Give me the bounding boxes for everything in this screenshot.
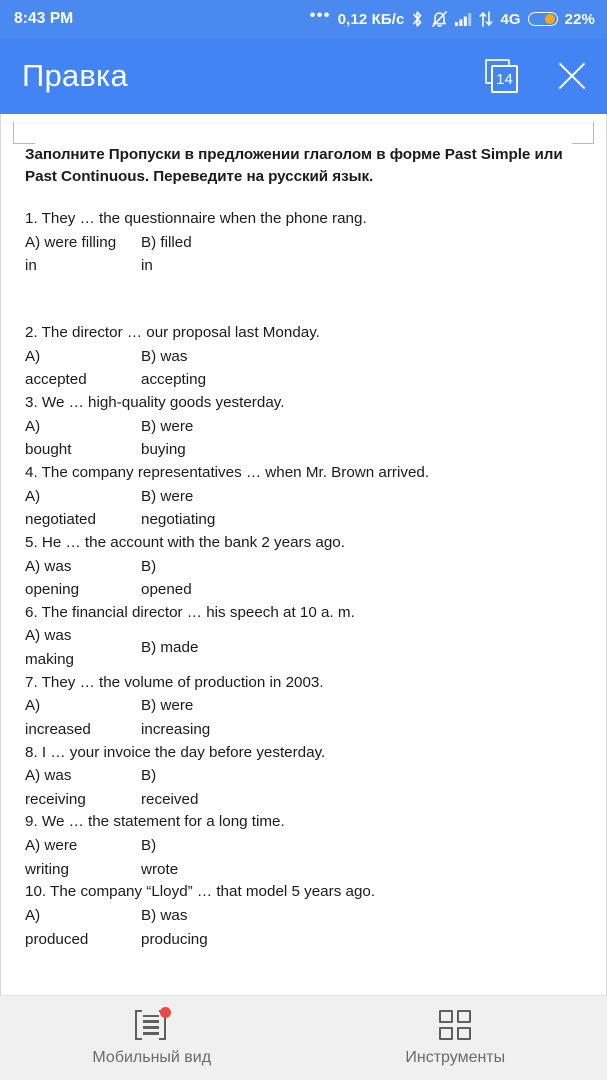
question-item bbox=[25, 672, 584, 742]
option-b-text-cont: increasing bbox=[141, 720, 211, 738]
option-row-continuation bbox=[25, 718, 584, 742]
battery-percent-label: 22% bbox=[564, 10, 595, 28]
question-item bbox=[25, 532, 584, 602]
tab-tools[interactable] bbox=[304, 996, 607, 1080]
question-prompt: 6. The financial director … his speech at 10 a. m. bbox=[25, 603, 355, 621]
option-b-text-cont: negotiating bbox=[141, 511, 216, 529]
option-b-text: B) were bbox=[141, 417, 194, 435]
option-b-text: B) bbox=[141, 767, 157, 785]
option-row bbox=[25, 834, 584, 858]
option-b-text-cont: opened bbox=[141, 581, 192, 599]
tab-mobile-view[interactable] bbox=[0, 996, 304, 1080]
option-a-text-cont: making bbox=[25, 651, 74, 669]
network-type-label: 4G bbox=[500, 10, 521, 28]
status-bar bbox=[0, 0, 607, 38]
option-b-text-cont: accepting bbox=[141, 371, 207, 389]
signal-bars-icon bbox=[455, 12, 472, 26]
option-row bbox=[25, 694, 584, 718]
option-row bbox=[25, 345, 584, 369]
option-row bbox=[25, 231, 584, 255]
question-prompt: 7. They … the volume of production in 2003. bbox=[25, 673, 324, 691]
option-row-continuation bbox=[25, 928, 584, 952]
tab-tools-label: Инструменты bbox=[405, 1048, 506, 1066]
option-a-text: A) was bbox=[25, 557, 72, 575]
option-b-text-cont: buying bbox=[141, 441, 186, 459]
option-a-text-cont: receiving bbox=[25, 790, 86, 808]
battery-icon bbox=[528, 12, 558, 26]
grid-squares-icon bbox=[439, 1010, 471, 1040]
margin-corner-mark-top-right bbox=[572, 122, 594, 144]
bottom-toolbar bbox=[0, 995, 607, 1080]
option-b-text-cont: producing bbox=[141, 930, 208, 948]
option-a-text-cont: bought bbox=[25, 441, 72, 459]
option-a-text-cont: opening bbox=[25, 581, 80, 599]
network-speed-label: 0,12 КБ/с bbox=[337, 10, 405, 28]
question-prompt: 3. We … high-quality goods yesterday. bbox=[25, 393, 285, 411]
option-a-text: A) bbox=[25, 347, 41, 365]
option-b-text: B) was bbox=[141, 907, 188, 925]
option-a-text-cont: writing bbox=[25, 860, 69, 878]
question-prompt: 10. The company “Lloyd” … that model 5 years ago. bbox=[25, 883, 376, 901]
question-prompt: 4. The company representatives … when Mr. Brown arrived. bbox=[25, 463, 430, 481]
option-row bbox=[25, 485, 584, 509]
data-transfer-icon bbox=[479, 11, 493, 27]
option-a-text: A) bbox=[25, 417, 41, 435]
option-row bbox=[25, 764, 584, 788]
option-b-text: B) bbox=[141, 557, 157, 575]
option-a-text-cont: increased bbox=[25, 720, 91, 738]
question-item bbox=[25, 322, 584, 392]
option-a-text: A) were filling bbox=[25, 233, 117, 251]
option-row-continuation bbox=[25, 254, 584, 278]
option-a-text: A) was bbox=[25, 767, 72, 785]
document-scroll-area[interactable] bbox=[0, 114, 607, 995]
document-content[interactable] bbox=[1, 114, 606, 951]
option-row-continuation bbox=[25, 788, 584, 812]
exercise-instruction: Заполните Пропуски в предложении глаголом в форме Past Simple или Past Continuous. Переведите на русский язык. bbox=[25, 146, 563, 186]
question-item bbox=[25, 462, 584, 532]
notification-badge-dot bbox=[160, 1007, 171, 1018]
option-a-text: A) were bbox=[25, 837, 78, 855]
option-row-continuation bbox=[25, 508, 584, 532]
option-row bbox=[25, 624, 584, 671]
option-b-text: B) filled bbox=[141, 233, 192, 251]
tab-count-badge: 14 bbox=[491, 65, 518, 93]
option-row bbox=[25, 904, 584, 928]
battery-fill bbox=[545, 14, 555, 23]
close-icon[interactable] bbox=[555, 59, 589, 93]
app-header-actions bbox=[485, 59, 589, 93]
option-a-text: A) bbox=[25, 487, 41, 505]
option-a-text: A) was bbox=[25, 627, 72, 645]
mobile-icon-left-bracket bbox=[135, 1010, 142, 1040]
option-b-text: B) made bbox=[141, 639, 199, 657]
option-a-text-cont: in bbox=[25, 257, 37, 275]
notification-dots-icon: ••• bbox=[309, 7, 331, 24]
option-row-continuation bbox=[25, 368, 584, 392]
document-lines-icon bbox=[135, 1010, 169, 1040]
option-a-text: A) bbox=[25, 907, 41, 925]
app-header bbox=[0, 38, 607, 114]
page-title: Правка bbox=[22, 58, 128, 93]
option-b-text: B) was bbox=[141, 347, 188, 365]
status-clock: 8:43 PM bbox=[14, 10, 74, 27]
option-row-continuation bbox=[25, 438, 584, 462]
question-item bbox=[25, 602, 584, 672]
question-prompt: 8. I … your invoice the day before yesterday. bbox=[25, 743, 326, 761]
option-a-text-cont: produced bbox=[25, 930, 89, 948]
option-row bbox=[25, 555, 584, 579]
tab-mobile-view-label: Мобильный вид bbox=[92, 1048, 212, 1066]
option-b-text-cont: received bbox=[141, 790, 199, 808]
document-page[interactable] bbox=[0, 114, 607, 995]
question-prompt: 9. We … the statement for a long time. bbox=[25, 813, 285, 831]
option-row bbox=[25, 415, 584, 439]
option-b-text: B) bbox=[141, 837, 157, 855]
question-prompt: 1. They … the questionnaire when the phone rang. bbox=[25, 210, 367, 228]
mobile-icon-lines bbox=[143, 1015, 159, 1035]
margin-corner-mark-top-left bbox=[13, 122, 35, 144]
bell-muted-icon bbox=[431, 10, 448, 28]
option-b-text: B) were bbox=[141, 697, 194, 715]
option-row-continuation bbox=[25, 858, 584, 882]
option-a-text-cont: negotiated bbox=[25, 511, 96, 529]
option-row-continuation bbox=[25, 578, 584, 602]
question-item bbox=[25, 881, 584, 951]
option-b-text-cont: in bbox=[141, 257, 153, 275]
option-a-text-cont: accepted bbox=[25, 371, 87, 389]
spacer bbox=[25, 278, 584, 322]
question-item bbox=[25, 742, 584, 812]
bluetooth-icon bbox=[411, 10, 424, 28]
question-prompt: 5. He … the account with the bank 2 years ago. bbox=[25, 533, 345, 551]
question-prompt: 2. The director … our proposal last Monday. bbox=[25, 323, 320, 341]
option-b-text-cont: wrote bbox=[141, 860, 179, 878]
option-a-column bbox=[25, 624, 141, 671]
question-item bbox=[25, 208, 584, 278]
option-b-text: B) were bbox=[141, 487, 194, 505]
question-item bbox=[25, 811, 584, 881]
document-tabs-icon[interactable] bbox=[485, 59, 519, 93]
question-item bbox=[25, 392, 584, 462]
status-icons bbox=[309, 7, 595, 28]
option-a-text: A) bbox=[25, 697, 41, 715]
